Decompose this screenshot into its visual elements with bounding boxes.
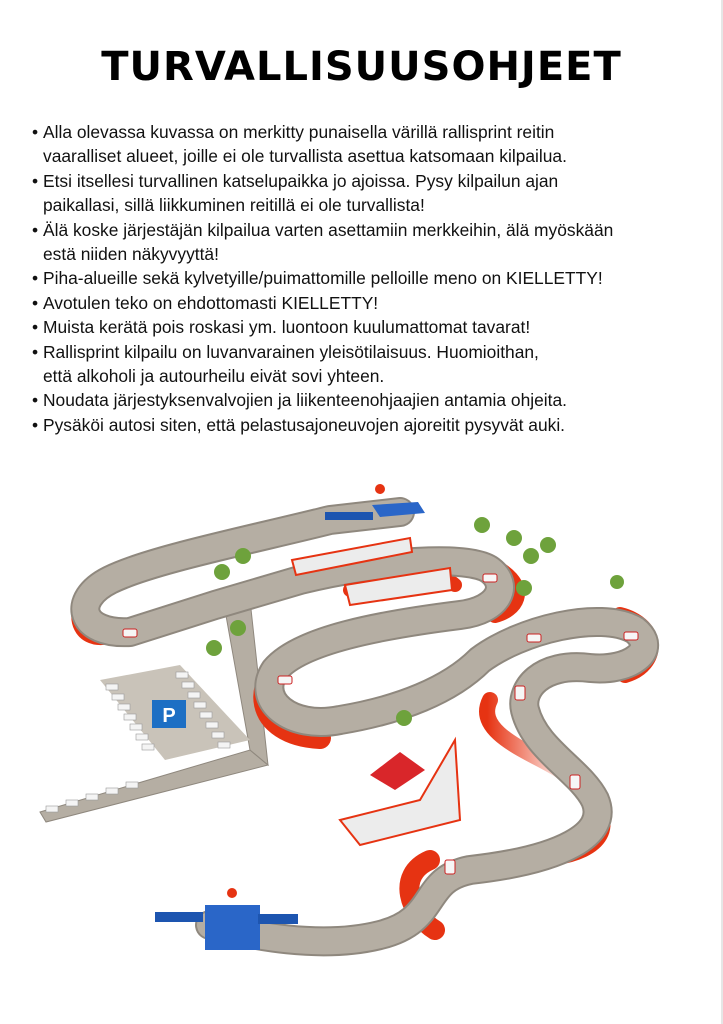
spectator-area-center — [340, 740, 460, 845]
tree-icon — [396, 710, 412, 726]
rule-line: paikallasi, sillä liikkuminen reitillä ei ole turvallista! — [43, 195, 425, 216]
stop-sign-icon — [375, 484, 385, 494]
spectator-tent-icon — [370, 752, 425, 790]
tree-icon — [540, 537, 556, 553]
rule-item — [32, 315, 692, 339]
rally-car-icon — [278, 676, 292, 684]
rally-car-icon — [445, 860, 455, 874]
rule-item — [32, 120, 692, 169]
rule-item — [32, 388, 692, 412]
rule-line: Älä koske järjestäjän kilpailua varten asettamiin merkkeihin, älä myöskään — [43, 219, 614, 240]
tree-icon — [516, 580, 532, 596]
rule-line: Alla olevassa kuvassa on merkitty punaisella värillä rallisprint reitin — [43, 122, 555, 142]
rule-line: Rallisprint kilpailu on luvanvarainen yleisötilaisuus. Huomioithan, — [43, 341, 539, 362]
start-sign-icon — [227, 888, 237, 898]
safety-rules-list — [32, 120, 692, 437]
rally-car-icon — [570, 775, 580, 789]
rule-item — [32, 291, 692, 315]
tree-icon — [523, 548, 539, 564]
rule-item — [32, 218, 692, 267]
tree-icon — [474, 517, 490, 533]
rule-line: Piha-alueille sekä kylvetyille/puimattomille pelloille meno on KIELLETTY! — [43, 268, 603, 289]
tree-icon — [610, 575, 624, 589]
rally-car-icon — [515, 686, 525, 700]
page-title: TURVALLISUUSOHJEET — [101, 44, 622, 90]
rule-item — [32, 413, 692, 437]
rule-line: Muista kerätä pois roskasi ym. luontoon kuulumattomat tavarat! — [43, 317, 531, 338]
tree-icon — [506, 530, 522, 546]
rule-line: Etsi itsellesi turvallinen katselupaikka jo ajoissa. Pysy kilpailun ajan — [43, 170, 559, 191]
rule-item — [32, 169, 692, 218]
tree-icon — [230, 620, 246, 636]
parking-sign-label: P — [162, 705, 176, 727]
tree-icon — [214, 564, 230, 580]
rule-line: Pysäköi autosi siten, että pelastusajoneuvojen ajoreitit pysyvät auki. — [43, 414, 566, 435]
rally-car-icon — [123, 629, 137, 637]
rule-line: Avotulen teko on ehdottomasti KIELLETTY! — [43, 292, 379, 313]
rule-line: että alkoholi ja autourheilu eivät sovi yhteen. — [43, 366, 385, 387]
rule-line: Noudata järjestyksenvalvojien ja liikenteenohjaajien antamia ohjeita. — [43, 390, 567, 411]
tree-icon — [206, 640, 222, 656]
rally-car-icon — [624, 632, 638, 640]
rally-car-icon — [527, 634, 541, 642]
rally-car-icon — [483, 574, 497, 582]
rule-item — [32, 340, 692, 389]
rule-line: estä niiden näkyvyyttä! — [43, 244, 219, 265]
rule-item — [32, 266, 692, 290]
rule-line: vaaralliset alueet, joille ei ole turvallista asettua katsomaan kilpailua. — [43, 146, 567, 167]
tree-icon — [235, 548, 251, 564]
rally-course-map — [0, 470, 723, 1024]
